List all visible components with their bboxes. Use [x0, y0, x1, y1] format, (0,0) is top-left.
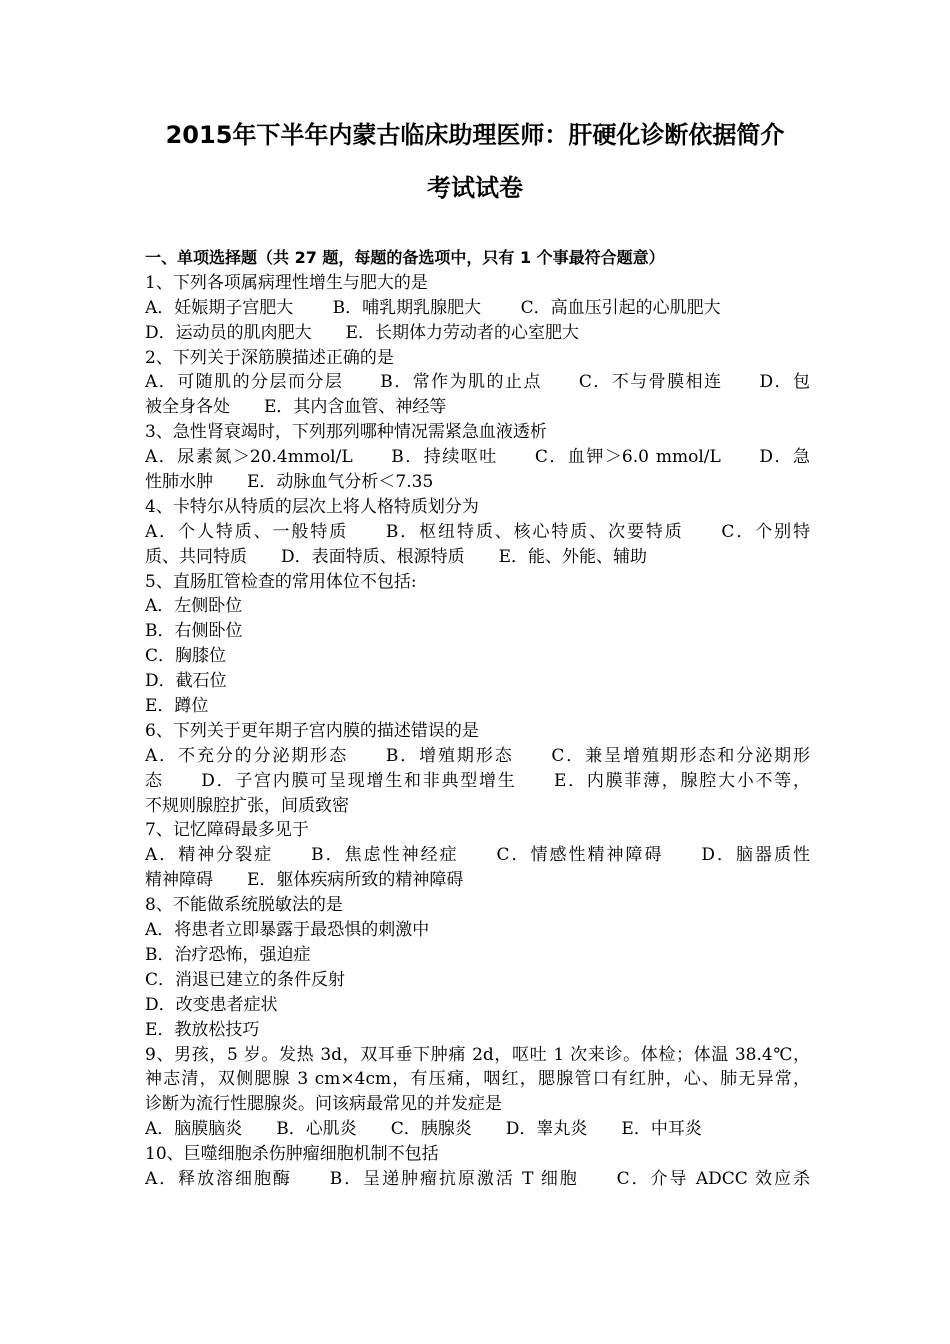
document-line: 诊断为流行性腮腺炎。问该病最常见的并发症是	[145, 1094, 502, 1115]
document-line: 精神障碍 E．躯体疾病所致的精神障碍	[145, 870, 464, 891]
document-title-line2: 考试试卷	[427, 174, 523, 202]
document-line: 性肺水肿 E．动脉血气分析＜7.35	[145, 472, 434, 493]
document-line: E．蹲位	[145, 696, 209, 717]
document-line: 质、共同特质 D．表面特质、根源特质 E．能、外能、辅助	[145, 546, 648, 567]
document-line: A．妊娠期子宫肥大 B．哺乳期乳腺肥大 C．高血压引起的心肌肥大	[145, 297, 721, 318]
document-line: 2、下列关于深筋膜描述正确的是	[145, 347, 394, 368]
document-line: A．脑膜脑炎 B．心肌炎 C．胰腺炎 D．睾丸炎 E．中耳炎	[145, 1119, 702, 1140]
document-line: A．将患者立即暴露于最恐惧的刺激中	[145, 920, 430, 941]
document-line: 5、直肠肛管检查的常用体位不包括:	[145, 571, 417, 592]
section-heading: 一、单项选择题（共 27 题，每题的备选项中，只有 1 个事最符合题意）	[145, 248, 665, 267]
question-lines	[145, 271, 810, 1192]
document-line: 被全身各处 E．其内含血管、神经等	[145, 397, 447, 418]
document-line: 态 D．子宫内膜可呈现增生和非典型增生 E．内膜菲薄，腺腔大小不等，	[145, 770, 810, 791]
document-body	[145, 246, 810, 1192]
document-line: C．胸膝位	[145, 646, 227, 667]
document-line: 6、下列关于更年期子宫内膜的描述错误的是	[145, 720, 479, 741]
document-line: E．教放松技巧	[145, 1019, 260, 1040]
document-line: A．个人特质、一般特质 B．枢纽特质、核心特质、次要特质 C．个别特	[145, 521, 810, 542]
document-line: A．不充分的分泌期形态 B．增殖期形态 C．兼呈增殖期形态和分泌期形	[145, 745, 810, 766]
document-line: 1、下列各项属病理性增生与肥大的是	[145, 272, 428, 293]
document-line: 神志清，双侧腮腺 3 cm×4cm，有压痛，咽红，腮腺管口有红肿，心、肺无异常，	[145, 1069, 810, 1090]
document-line: D．改变患者症状	[145, 994, 278, 1015]
document-line: 10、巨噬细胞杀伤肿瘤细胞机制不包括	[145, 1144, 439, 1165]
document-line: A．可随肌的分层而分层 B．常作为肌的止点 C．不与骨膜相连 D．包	[145, 372, 810, 393]
document-line: D．截石位	[145, 671, 227, 692]
document-line: C．消退已建立的条件反射	[145, 969, 346, 990]
document-line: A．左侧卧位	[145, 596, 243, 617]
document-line: A．尿素氮＞20.4mmol/L B．持续呕吐 C．血钾＞6.0 mmol/L D．急	[145, 447, 810, 468]
document-line: 7、记忆障碍最多见于	[145, 820, 309, 841]
document-line: 4、卡特尔从特质的层次上将人格特质划分为	[145, 496, 479, 517]
document-line: A．释放溶细胞酶 B．呈递肿瘤抗原激活 T 细胞 C．介导 ADCC 效应杀	[145, 1168, 810, 1189]
document-line: A．精神分裂症 B．焦虑性神经症 C．情感性精神障碍 D．脑器质性	[145, 845, 810, 866]
document-line: D．运动员的肌肉肥大 E．长期体力劳动者的心室肥大	[145, 322, 580, 343]
document-title-line1: 2015年下半年内蒙古临床助理医师：肝硬化诊断依据简介	[165, 121, 785, 149]
document-line: 不规则腺腔扩张，间质致密	[145, 795, 349, 816]
document-line: B．治疗恐怖，强迫症	[145, 944, 311, 965]
document-line: B．右侧卧位	[145, 621, 243, 642]
document-line: 9、男孩，5 岁。发热 3d，双耳垂下肿痛 2d，呕吐 1 次来诊。体检；体温 38.4℃，	[145, 1044, 810, 1065]
document-line: 8、不能做系统脱敏法的是	[145, 895, 343, 916]
document-line: 3、急性肾衰竭时，下列那列哪种情况需紧急血液透析	[145, 422, 547, 443]
